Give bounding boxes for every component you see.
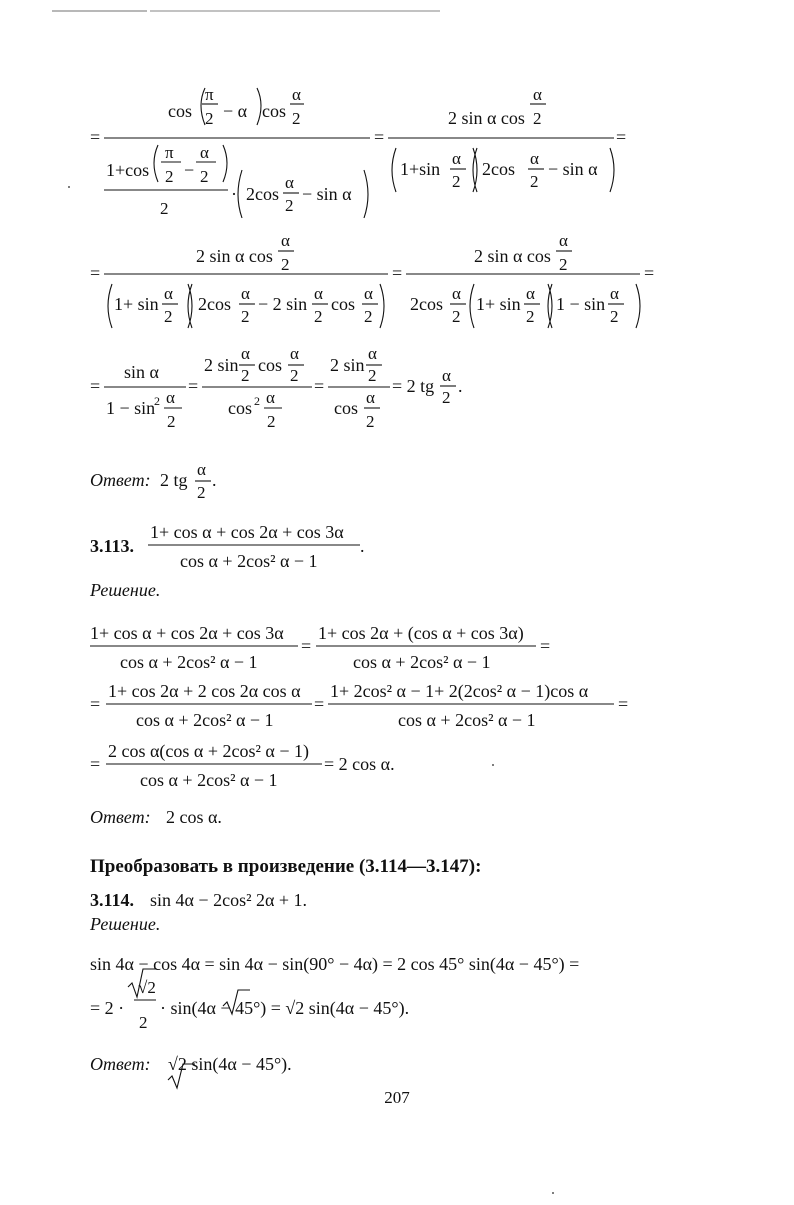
math-text: 1+cos (106, 160, 150, 180)
solution-label: Решение. (90, 580, 161, 600)
math-text: − (184, 160, 195, 180)
math-text: 2 sin (330, 355, 365, 375)
equals-sign: = (644, 263, 655, 283)
equals-sign: = (618, 694, 629, 714)
math-text: α (368, 344, 377, 363)
equals-sign: = (90, 263, 101, 283)
math-text: α (533, 85, 542, 104)
equals-sign: = (90, 694, 101, 714)
math-text: α (442, 366, 451, 385)
math-text: α (526, 284, 535, 303)
math-text: 2 cos α. (166, 807, 222, 827)
math-text: α (314, 284, 323, 303)
math-text: α (452, 284, 461, 303)
math-text: 2 (267, 412, 276, 431)
math-text: 2 (241, 307, 250, 326)
math-text: √2 (138, 978, 156, 997)
equals-sign: = (616, 127, 627, 147)
problem-number: 3.113. (90, 536, 135, 556)
math-text: α (530, 149, 539, 168)
math-text: cos α + 2cos² α − 1 (140, 770, 278, 790)
math-text: cos α + 2cos² α − 1 (180, 551, 318, 571)
math-text: 2 (241, 366, 250, 385)
section-heading: Преобразовать в произведение (3.114—3.147): (90, 856, 482, 877)
math-text: 1+ 2cos² α − 1+ 2(2cos² α − 1)cos α (330, 681, 589, 701)
math-text: 2 (197, 483, 206, 502)
answer-label: Ответ: (90, 1054, 151, 1074)
math-text: 2 (533, 109, 542, 128)
equals-sign: = (540, 636, 551, 656)
math-text: 2 (452, 172, 461, 191)
math-text: 2 sin (204, 355, 239, 375)
math-text: sin 4α − cos 4α = sin 4α − sin(90° − 4α) = 2 cos 45° sin(4α − 45°) = (90, 954, 580, 974)
math-text: sin α (124, 362, 159, 382)
math-text: 2 (205, 109, 214, 128)
math-text: α (292, 85, 301, 104)
math-text: α (366, 388, 375, 407)
math-text: α (285, 173, 294, 192)
math-text: 2 (314, 307, 323, 326)
math-text: 2 (281, 255, 290, 274)
math-text: 2cos (246, 184, 279, 204)
math-text: 1+ cos α + cos 2α + cos 3α (90, 623, 284, 643)
math-text: π (165, 143, 174, 162)
equals-sign: = (188, 376, 199, 396)
math-text: cos (258, 355, 282, 375)
math-text: 2 (200, 167, 209, 186)
equals-sign: = (90, 754, 101, 774)
math-text: sin 4α − 2cos² 2α + 1. (150, 890, 308, 910)
math-text: 2 (452, 307, 461, 326)
math-text: α (166, 388, 175, 407)
math-text: α (266, 388, 275, 407)
math-text: 1 − sin (106, 398, 156, 418)
math-text: α (197, 460, 206, 479)
math-text: = 2 tg (392, 376, 435, 396)
math-text: 2 (442, 388, 451, 407)
math-text: = 2 · (90, 998, 125, 1018)
math-text: − sin α (302, 184, 352, 204)
math-text: 2 (292, 109, 301, 128)
math-text: 2 sin α cos (448, 108, 525, 128)
math-text: 2 (526, 307, 535, 326)
math-text: 2 (139, 1013, 148, 1032)
math-text: 2 (167, 412, 176, 431)
math-text: cos (262, 101, 286, 121)
math-text: · sin(4α − 45°) = √2 sin(4α − 45°). (160, 998, 410, 1018)
math-text: α (164, 284, 173, 303)
math-text: . (458, 376, 463, 396)
math-text: cos (228, 398, 252, 418)
equals-sign: = (90, 127, 101, 147)
math-text: 2 (368, 366, 377, 385)
equals-sign: = (314, 376, 325, 396)
math-text: 1+ cos 2α + 2 cos 2α cos α (108, 681, 301, 701)
math-text: cos α + 2cos² α − 1 (398, 710, 536, 730)
math-text: 2 (610, 307, 619, 326)
math-text: 2cos (482, 159, 515, 179)
math-text: 2 (164, 307, 173, 326)
math-text: 2 (530, 172, 539, 191)
math-text: α (281, 231, 290, 250)
page-number: 207 (384, 1088, 410, 1107)
equals-sign: = (374, 127, 385, 147)
math-text: cos α + 2cos² α − 1 (120, 652, 258, 672)
math-text: · (231, 184, 237, 204)
math-text: cos α + 2cos² α − 1 (353, 652, 491, 672)
answer-label: Ответ: (90, 807, 151, 827)
math-text: 2 (165, 167, 174, 186)
math-text: cos (331, 294, 355, 314)
math-text: π (205, 85, 214, 104)
math-text: 1+ cos α + cos 2α + cos 3α (150, 522, 344, 542)
math-text: cos (334, 398, 358, 418)
math-text: 2 (160, 199, 169, 218)
math-text: . (360, 536, 365, 556)
math-text: 2cos (198, 294, 231, 314)
equals-sign: = (301, 636, 312, 656)
math-text: 1+ cos 2α + (cos α + cos 3α) (318, 623, 524, 643)
math-text: − sin α (548, 159, 598, 179)
math-text: 1+ sin (114, 294, 159, 314)
math-text: α (610, 284, 619, 303)
math-text: α (290, 344, 299, 363)
math-text: . (212, 470, 217, 490)
math-text: 2 (285, 196, 294, 215)
equals-sign: = (392, 263, 403, 283)
math-text: 2 (559, 255, 568, 274)
math-text: 2 (366, 412, 375, 431)
math-text: α (241, 284, 250, 303)
math-text: α (241, 344, 250, 363)
equals-sign: = (314, 694, 325, 714)
math-text: = 2 cos α. (324, 754, 395, 774)
math-text: 1 − sin (556, 294, 606, 314)
math-text: 2cos (410, 294, 443, 314)
solution-label: Решение. (90, 914, 161, 934)
math-text: 2 tg (160, 470, 188, 490)
math-text: cos (168, 101, 192, 121)
math-text: − α (223, 101, 248, 121)
math-text: 2 (254, 394, 260, 408)
math-text: 1+sin (400, 159, 441, 179)
math-text: cos α + 2cos² α − 1 (136, 710, 274, 730)
math-text: 2 sin α cos (474, 246, 551, 266)
math-text: √2 sin(4α − 45°). (168, 1054, 292, 1074)
problem-number: 3.114. (90, 890, 135, 910)
math-text: 2 (290, 366, 299, 385)
math-text: 1+ sin (476, 294, 521, 314)
math-text: α (364, 284, 373, 303)
math-text: 2 sin α cos (196, 246, 273, 266)
math-text: α (559, 231, 568, 250)
equals-sign: = (90, 376, 101, 396)
math-text: 2 cos α(cos α + 2cos² α − 1) (108, 741, 309, 761)
math-text: − 2 sin (258, 294, 308, 314)
answer-label: Ответ: (90, 470, 151, 490)
math-text: α (452, 149, 461, 168)
math-text: α (200, 143, 209, 162)
math-text: 2 (154, 394, 160, 408)
math-text: 2 (364, 307, 373, 326)
